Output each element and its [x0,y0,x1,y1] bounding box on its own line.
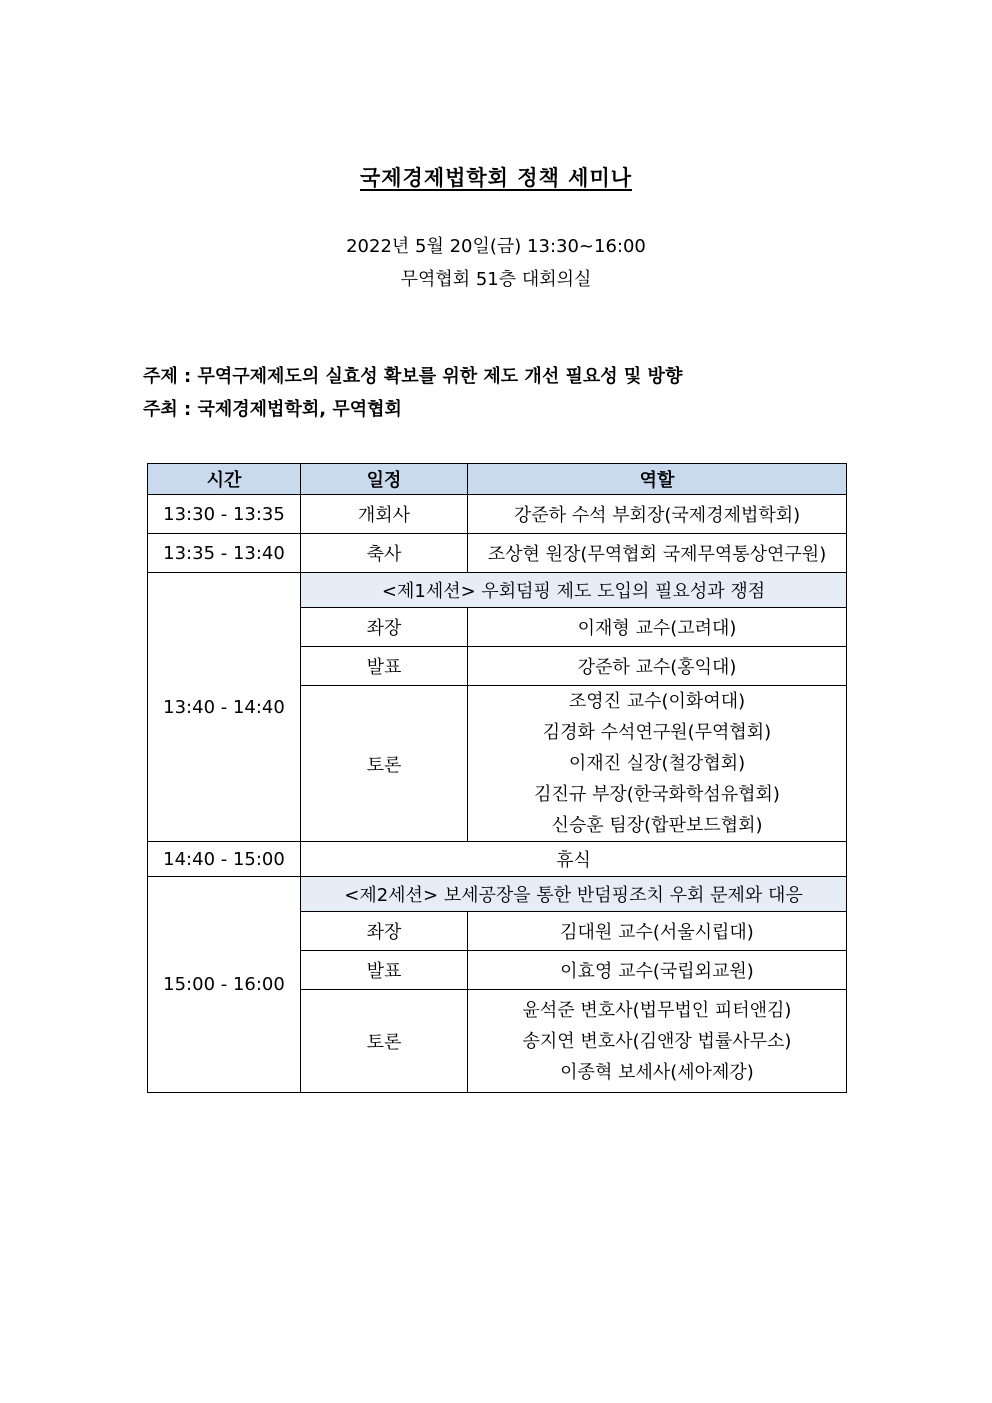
session1-discussant: 조영진 교수(이화여대) [568,691,746,712]
session1-chair-label: 좌장 [301,608,468,647]
break-item: 휴식 [301,842,847,877]
page-title-text: 국제경제법학회 정책 세미나 [359,166,633,190]
congrats-role: 조상현 원장(무역협회 국제무역통상연구원) [468,534,847,573]
opening-role: 강준하 수석 부회장(국제경제법학회) [468,495,847,534]
session2-discussants [468,990,847,1093]
session2-discussant: 이종혁 보세사(세아제강) [560,1061,754,1083]
session1-discussion-label: 토론 [301,686,468,842]
schedule-table [147,463,847,1093]
session1-chair: 이재형 교수(고려대) [468,608,847,647]
table-row-break [148,842,847,877]
session1-presenter-label: 발표 [301,647,468,686]
session1-title: <제1세션> 우회덤핑 제도 도입의 필요성과 쟁점 [301,573,847,608]
header-time: 시간 [148,464,301,495]
session2-chair-label: 좌장 [301,912,468,951]
table-row-congrats [148,534,847,573]
session2-chair: 김대원 교수(서울시립대) [468,912,847,951]
session2-discussant: 윤석준 변호사(법무법인 피터앤김) [522,999,792,1021]
congrats-time: 13:35 - 13:40 [148,534,301,573]
session2-discussant: 송지연 변호사(김앤장 법률사무소) [522,1030,792,1052]
session1-discussant: 신승훈 팀장(합판보드협회) [551,815,763,836]
session2-time: 15:00 - 16:00 [148,877,301,1093]
session2-presenter: 이효영 교수(국립외교원) [468,951,847,990]
table-header-row [148,464,847,495]
session1-discussant: 김경화 수석연구원(무역협회) [542,722,772,743]
congrats-item: 축사 [301,534,468,573]
header-role: 역할 [468,464,847,495]
table-row-session1-title [148,573,847,608]
session1-time: 13:40 - 14:40 [148,573,301,842]
session2-discussion-label: 토론 [301,990,468,1093]
session1-discussant: 이재진 실장(철강협회) [568,753,746,774]
session2-title: <제2세션> 보세공장을 통한 반덤핑조치 우회 문제와 대응 [301,877,847,912]
table-row-opening [148,495,847,534]
opening-time: 13:30 - 13:35 [148,495,301,534]
break-time: 14:40 - 15:00 [148,842,301,877]
opening-item: 개회사 [301,495,468,534]
page-title [0,162,992,192]
seminar-venue: 무역협회 51층 대회의실 [400,269,592,290]
header-item: 일정 [301,464,468,495]
seminar-date: 2022년 5월 20일(금) 13:30~16:00 [346,236,646,257]
session1-presenter: 강준하 교수(홍익대) [468,647,847,686]
session1-discussants [468,686,847,842]
seminar-topic: 주제 : 무역구제제도의 실효성 확보를 위한 제도 개선 필요성 및 방향 [143,366,683,387]
seminar-host: 주최 : 국제경제법학회, 무역협회 [143,399,402,420]
session1-discussant: 김진규 부장(한국화학섬유협회) [534,784,780,805]
session2-presenter-label: 발표 [301,951,468,990]
table-row-session2-title [148,877,847,912]
